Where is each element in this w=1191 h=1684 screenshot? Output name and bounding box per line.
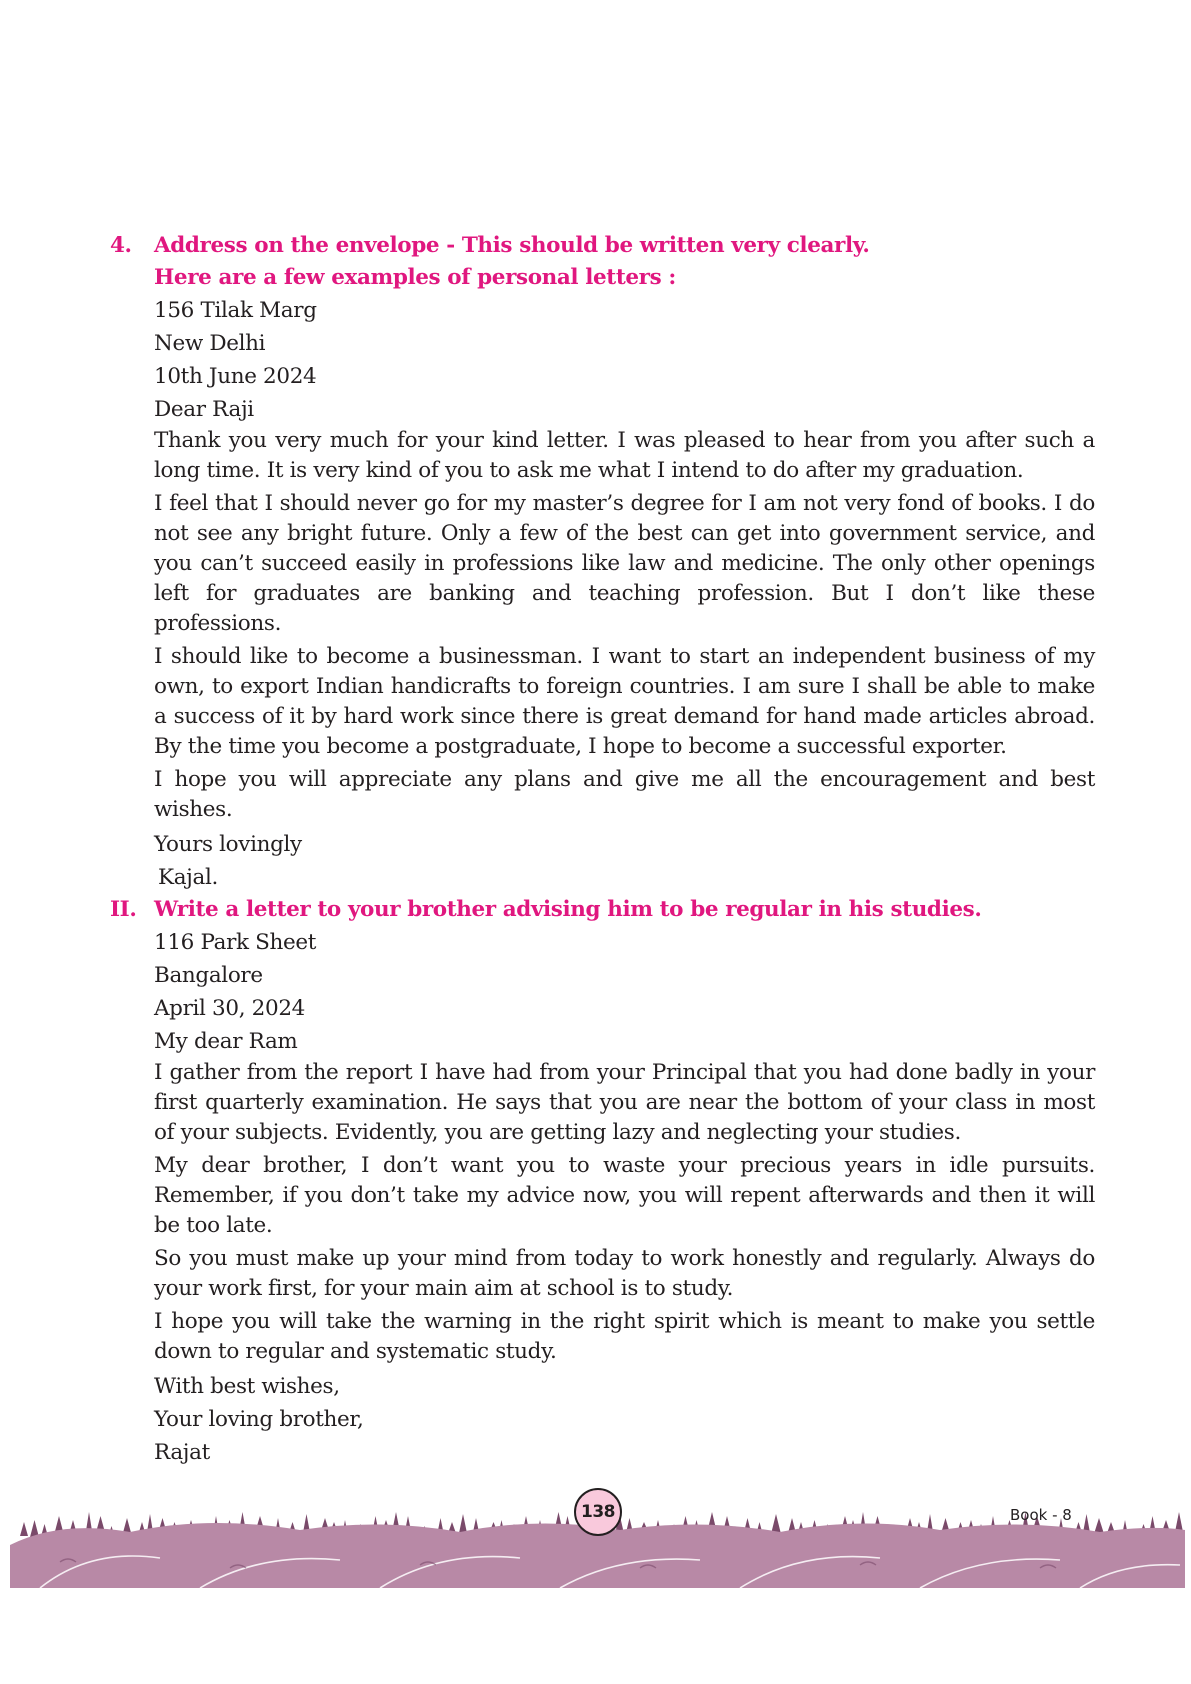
salutation: My dear Ram xyxy=(154,1029,298,1054)
letter-2 xyxy=(154,926,1095,1469)
address-city: New Delhi xyxy=(154,331,266,356)
signature: Kajal. xyxy=(158,865,218,890)
letter-paragraph: I should like to become a businessman. I want to start an independent business of my own, to export Indian handicrafts to foreign countries. I am sure I shall be able to make a success of it by hard work since there is great demand for hand made articles abroad. By the time you become a postgraduate, I hope to become a successful exporter. xyxy=(154,644,1095,759)
letter-paragraph: My dear brother, I don’t want you to waste your precious years in idle pursuits. Remember, if you don’t take my advice now, you will repent afterwards and then it will be too late. xyxy=(154,1153,1095,1238)
signature: Rajat xyxy=(154,1440,210,1465)
salutation: Dear Raji xyxy=(154,397,254,422)
letter-date: April 30, 2024 xyxy=(154,996,305,1021)
section-number: II. xyxy=(110,897,137,922)
address-line: 156 Tilak Marg xyxy=(154,298,317,323)
book-label: Book - 8 xyxy=(1010,1506,1072,1524)
section-II-heading xyxy=(110,894,1095,926)
section-number: 4. xyxy=(110,233,132,258)
letter-date: 10th June 2024 xyxy=(154,364,317,389)
closing: Your loving brother, xyxy=(154,1407,364,1432)
letter-paragraph: I gather from the report I have had from your Principal that you had done badly in your first quarterly examination. He says that you are near the bottom of your class in most of your subjects. Evidently, you are getting lazy and neglecting your studies. xyxy=(154,1060,1095,1145)
page-number-badge: 138 xyxy=(574,1488,622,1536)
tree-icon xyxy=(20,1522,28,1536)
section-heading-text: Write a letter to your brother advising him to be regular in his studies. xyxy=(154,897,982,922)
closing: With best wishes, xyxy=(154,1374,340,1399)
section-4-heading xyxy=(110,230,1095,262)
letter-1 xyxy=(154,294,1095,894)
letter-paragraph: I hope you will appreciate any plans and give me all the encouragement and best wishes. xyxy=(154,767,1095,822)
letter-paragraph: I hope you will take the warning in the right spirit which is meant to make you settle down to regular and systematic study. xyxy=(154,1309,1095,1364)
address-city: Bangalore xyxy=(154,963,263,988)
letter-paragraph: I feel that I should never go for my master’s degree for I am not very fond of books. I do not see any bright future. Only a few of the best can get into government service, and you can’t succeed easily in professions like law and medicine. The only other openings left for graduates are banking and teaching profession. But I don’t like these professions. xyxy=(154,491,1095,636)
address-line: 116 Park Sheet xyxy=(154,930,317,955)
letter-paragraph: So you must make up your mind from today to work honestly and regularly. Always do your work first, for your main aim at school is to study. xyxy=(154,1246,1095,1301)
section-heading-text: Address on the envelope - This should be written very clearly. xyxy=(154,233,870,258)
page-content xyxy=(110,230,1095,1469)
section-subheading: Here are a few examples of personal letters : xyxy=(154,265,676,290)
letter-paragraph: Thank you very much for your kind letter. I was pleased to hear from you after such a long time. It is very kind of you to ask me what I intend to do after my graduation. xyxy=(154,428,1095,483)
closing: Yours lovingly xyxy=(154,832,302,857)
